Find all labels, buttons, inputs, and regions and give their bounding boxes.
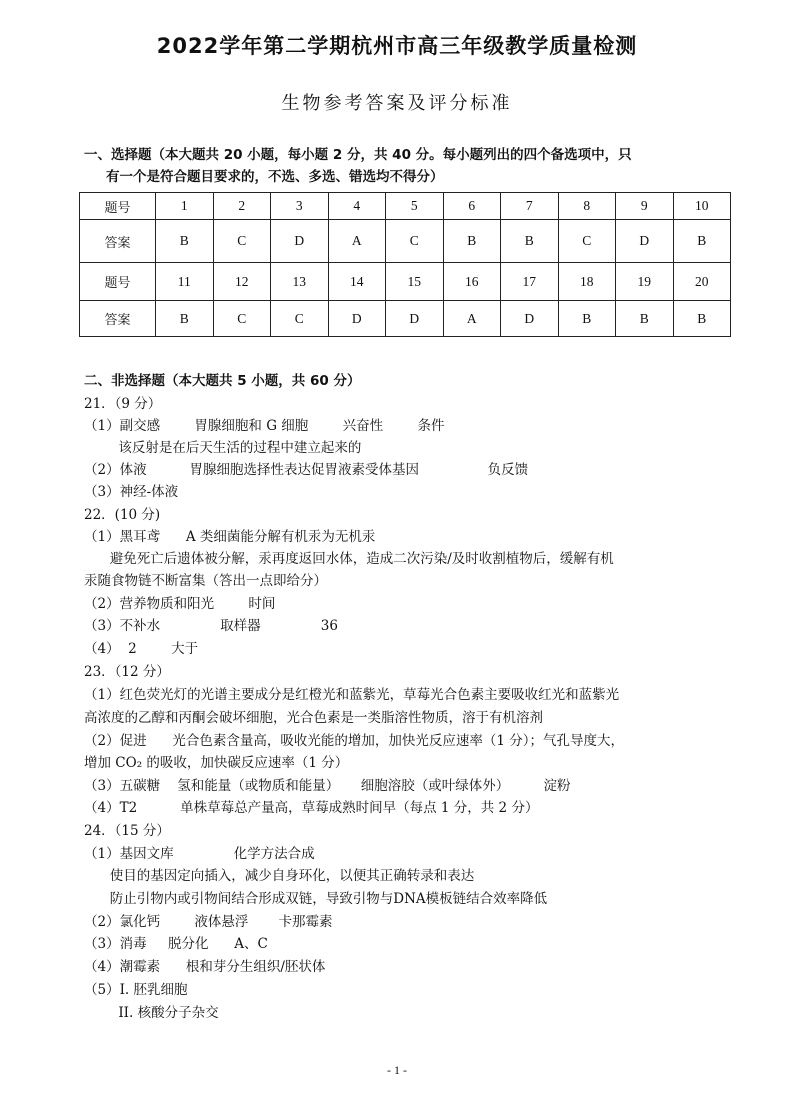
row-label-question: 题号 xyxy=(80,193,156,220)
question-heading-21: 21．（9 分） xyxy=(84,396,162,412)
answer-line: （3）五碳糖 氢和能量（或物质和能量） 细胞溶胶（或叶绿体外） 淀粉 xyxy=(84,778,571,794)
answer-cell: A xyxy=(443,301,501,337)
answer-line: 汞随食物链不断富集（答出一点即给分） xyxy=(84,573,327,589)
answer-line: （5）I. 胚乳细胞 xyxy=(84,982,188,998)
table-row-questions-1 xyxy=(80,193,731,220)
question-number: 16 xyxy=(443,263,501,301)
question-number: 2 xyxy=(213,193,271,220)
row-label-question: 题号 xyxy=(80,263,156,301)
answer-line: II. 核酸分子杂交 xyxy=(84,1005,219,1021)
question-heading-22: 22．(10 分) xyxy=(84,507,161,523)
question-number: 19 xyxy=(616,263,674,301)
section2-heading: 二、非选择题（本大题共 5 小题，共 60 分） xyxy=(84,373,361,389)
question-heading-23: 23．（12 分） xyxy=(84,664,170,680)
answer-cell: C xyxy=(558,220,616,263)
answer-line: （1）黑耳鸢 A 类细菌能分解有机汞为无机汞 xyxy=(84,529,376,545)
question-number: 9 xyxy=(616,193,674,220)
table-row-questions-2 xyxy=(80,263,731,301)
answer-cell: D xyxy=(328,301,386,337)
answer-line: （2）促进 光合色素含量高，吸收光能的增加，加快光反应速率（1 分）；气孔导度大， xyxy=(84,733,624,749)
question-number: 5 xyxy=(386,193,444,220)
page-number: - 1 - xyxy=(387,1063,407,1077)
answer-line: 增加 CO₂ 的吸收，加快碳反应速率（1 分） xyxy=(84,755,349,771)
answer-cell: B xyxy=(443,220,501,263)
answer-cell: B xyxy=(616,301,674,337)
question-number: 10 xyxy=(673,193,731,220)
answer-cell: D xyxy=(271,220,329,263)
answer-line: （2）体液 胃腺细胞选择性表达促胃液素受体基因 负反馈 xyxy=(84,462,529,478)
answer-table xyxy=(79,192,731,337)
answer-line: （4） 2 大于 xyxy=(84,641,199,657)
answer-line: （4）T2 单株草莓总产量高，草莓成熟时间早（每点 1 分，共 2 分） xyxy=(84,800,539,816)
question-number: 3 xyxy=(271,193,329,220)
question-number: 7 xyxy=(501,193,559,220)
answer-line: （1）红色荧光灯的光谱主要成分是红橙光和蓝紫光，草莓光合色素主要吸收红光和蓝紫光 xyxy=(84,687,620,703)
answer-line: （3）神经-体液 xyxy=(84,484,179,500)
answer-cell: D xyxy=(616,220,674,263)
answer-cell: B xyxy=(673,220,731,263)
question-number: 18 xyxy=(558,263,616,301)
answer-cell: C xyxy=(271,301,329,337)
row-label-answer: 答案 xyxy=(80,301,156,337)
answer-line: （1）基因文库 化学方法合成 xyxy=(84,846,315,862)
question-number: 12 xyxy=(213,263,271,301)
answer-cell: D xyxy=(386,301,444,337)
section1-heading-line1: 一、选择题（本大题共 20 小题，每小题 2 分，共 40 分。每小题列出的四个备选项中，只 xyxy=(84,147,632,163)
question-number: 8 xyxy=(558,193,616,220)
answer-line: 该反射是在后天生活的过程中建立起来的 xyxy=(84,440,362,456)
question-number: 20 xyxy=(673,263,731,301)
answer-line: （3）消毒 脱分化 A、C xyxy=(84,936,268,952)
answer-line: 使目的基因定向插入，减少自身环化，以便其正确转录和表达 xyxy=(84,868,475,884)
page-title: 2022学年第二学期杭州市高三年级教学质量检测 xyxy=(156,34,638,58)
answer-cell: B xyxy=(558,301,616,337)
answer-cell: B xyxy=(156,301,214,337)
table-row-answers-2 xyxy=(80,301,731,337)
answer-line: 防止引物内或引物间结合形成双链，导致引物与DNA模板链结合效率降低 xyxy=(84,891,548,907)
row-label-answer: 答案 xyxy=(80,220,156,263)
question-number: 15 xyxy=(386,263,444,301)
answer-line: （1）副交感 胃腺细胞和 G 细胞 兴奋性 条件 xyxy=(84,418,445,434)
question-number: 13 xyxy=(271,263,329,301)
answer-line: （2）营养物质和阳光 时间 xyxy=(84,596,276,612)
answer-line: 避免死亡后遗体被分解，汞再度返回水体，造成二次污染/及时收割植物后，缓解有机 xyxy=(84,551,614,567)
question-number: 11 xyxy=(156,263,214,301)
page-subtitle: 生物参考答案及评分标准 xyxy=(281,93,513,114)
question-number: 4 xyxy=(328,193,386,220)
answer-cell: B xyxy=(156,220,214,263)
question-number: 6 xyxy=(443,193,501,220)
answer-cell: C xyxy=(213,220,271,263)
answer-cell: B xyxy=(501,220,559,263)
question-number: 14 xyxy=(328,263,386,301)
question-heading-24: 24．（15 分） xyxy=(84,823,170,839)
answer-cell: A xyxy=(328,220,386,263)
answer-cell: B xyxy=(673,301,731,337)
section1-heading-line2: 有一个是符合题目要求的，不选、多选、错选均不得分） xyxy=(106,169,444,185)
question-number: 17 xyxy=(501,263,559,301)
answer-line: 高浓度的乙醇和丙酮会破坏细胞，光合色素是一类脂溶性物质，溶于有机溶剂 xyxy=(84,710,543,726)
answer-cell: C xyxy=(386,220,444,263)
question-number: 1 xyxy=(156,193,214,220)
answer-line: （2）氯化钙 液体悬浮 卡那霉素 xyxy=(84,914,333,930)
answer-line: （3）不补水 取样器 36 xyxy=(84,618,338,634)
answer-cell: C xyxy=(213,301,271,337)
table-row-answers-1 xyxy=(80,220,731,263)
answer-line: （4）潮霉素 根和芽分生组织/胚状体 xyxy=(84,959,326,975)
section1-heading xyxy=(84,144,714,188)
answer-cell: D xyxy=(501,301,559,337)
